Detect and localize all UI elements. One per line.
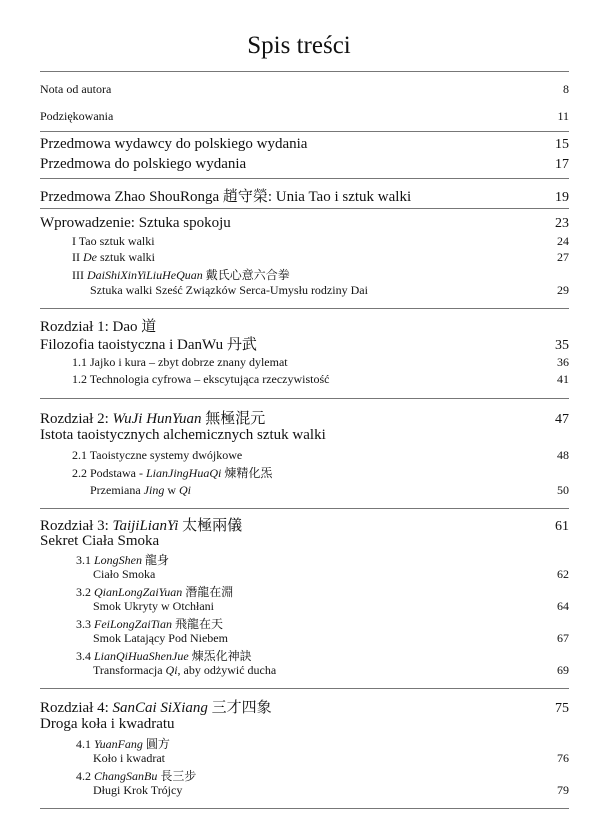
entry-label: 4.2 ChangSanBu 長三步 [76,769,197,783]
toc-chapter-1-subtitle[interactable] [40,333,569,354]
section-rule [40,398,569,399]
toc-chapter-3-subtitle[interactable] [40,533,569,550]
toc-entry-kolo-i-kwadrat[interactable] [93,751,569,766]
entry-label: III DaiShiXinYiLiuHeQuan 戴氏心意六合拳 [72,268,290,282]
section-rule [40,508,569,509]
toc-entry-smok-latajacy[interactable] [93,631,569,646]
entry-page: 29 [557,283,569,297]
entry-label: Istota taoistycznych alchemicznych sztuk walki [40,427,326,443]
page-title: Spis treści [247,32,351,59]
entry-label: Koło i kwadrat [93,751,165,765]
entry-label: 3.4 LianQiHuaShenJue 煉炁化神訣 [76,649,252,663]
entry-label: I Tao sztuk walki [72,234,155,248]
toc-entry-3-4[interactable] [76,647,569,664]
entry-label: Przedmowa do polskiego wydania [40,156,247,172]
entry-page: 19 [555,190,569,205]
toc-chapter-4-subtitle[interactable] [40,716,569,733]
entry-label: Przedmowa Zhao ShouRonga 趙守榮: Unia Tao i sztuk walki [40,189,412,205]
entry-label: 3.3 FeiLongZaiTian 飛龍在天 [76,617,224,631]
entry-page: 48 [557,448,569,462]
section-rule [40,131,569,132]
section-rule [40,178,569,179]
entry-label: Filozofia taoistyczna i DanWu 丹武 [40,337,257,353]
entry-page: 35 [555,338,569,353]
section-rule [40,688,569,689]
entry-label: Droga koła i kwadratu [40,716,175,732]
toc-entry-transformacja-qi[interactable] [93,663,569,678]
entry-label: Smok Ukryty w Otchłani [93,599,214,613]
entry-label: Smok Latający Pod Niebem [93,631,228,645]
entry-label: 3.1 LongShen 龍身 [76,553,170,567]
toc-entry-podziekowania[interactable] [40,109,569,124]
toc-entry-smok-ukryty[interactable] [93,599,569,614]
entry-label: 1.1 Jajko i kura – zbyt dobrze znany dylemat [72,355,288,369]
entry-label: Sekret Ciała Smoka [40,533,160,549]
entry-label: Ciało Smoka [93,567,156,581]
toc-entry-1-1[interactable] [72,355,569,370]
entry-page: 47 [555,412,569,427]
entry-page: 11 [557,109,569,123]
entry-page: 67 [557,631,569,645]
toc-entry-przedmowa-wydawcy[interactable] [40,136,569,153]
entry-page: 50 [557,483,569,497]
entry-label: Przemiana Jing w Qi [90,483,191,497]
toc-entry-przedmowa[interactable] [40,156,569,173]
entry-label: Rozdział 1: Dao 道 [40,319,157,335]
entry-label: II De sztuk walki [72,250,155,264]
toc-entry-nota[interactable] [40,82,569,97]
entry-page: 69 [557,663,569,677]
toc-entry-4-1[interactable] [76,735,569,752]
toc-entry-2-1[interactable] [72,448,569,463]
toc-entry-2-2[interactable] [72,464,569,481]
entry-label: Podziękowania [40,109,114,123]
entry-label: Przedmowa wydawcy do polskiego wydania [40,136,308,152]
entry-page: 79 [557,783,569,797]
entry-page: 36 [557,355,569,369]
section-rule [40,808,569,809]
entry-label: 1.2 Technologia cyfrowa – ekscytująca rzeczywistość [72,372,330,386]
entry-page: 23 [555,216,569,231]
entry-label: Rozdział 4: SanCai SiXiang 三才四象 [40,700,272,716]
entry-label: Nota od autora [40,82,112,96]
entry-page: 76 [557,751,569,765]
entry-page: 41 [557,372,569,386]
toc-entry-1-2[interactable] [72,372,569,387]
toc-entry-3-2[interactable] [76,583,569,600]
entry-page: 75 [555,701,569,716]
toc-entry-de-sztuk-walki[interactable] [72,250,569,265]
entry-label: 3.2 QianLongZaiYuan 潛龍在淵 [76,585,234,599]
section-rule [40,308,569,309]
entry-label: 4.1 YuanFang 圓方 [76,737,170,751]
entry-page: 17 [555,157,569,172]
toc-entry-przedmowa-zhao[interactable] [40,185,569,206]
entry-label: Sztuka walki Sześć Związków Serca-Umysłu rodziny Dai [90,283,368,297]
toc-entry-dlugi-krok[interactable] [93,783,569,798]
entry-label: Wprowadzenie: Sztuka spokoju [40,215,231,231]
toc-entry-tao-sztuk-walki[interactable] [72,234,569,249]
entry-page: 61 [555,519,569,534]
toc-chapter-2-heading[interactable] [40,407,569,428]
entry-page: 64 [557,599,569,613]
toc-entry-wprowadzenie[interactable] [40,215,569,232]
toc-entry-przemiana-jing[interactable] [90,483,569,498]
toc-entry-4-2[interactable] [76,767,569,784]
toc-entry-cialo-smoka[interactable] [93,567,569,582]
toc-chapter-4-heading[interactable] [40,696,569,717]
entry-label: Rozdział 2: WuJi HunYuan 無極混元 [40,411,266,427]
toc-entry-3-3[interactable] [76,615,569,632]
entry-page: 62 [557,567,569,581]
toc-chapter-2-subtitle[interactable] [40,427,569,444]
toc-entry-sztuka-walki-dai[interactable] [90,283,569,298]
entry-page: 15 [555,137,569,152]
entry-label: 2.1 Taoistyczne systemy dwójkowe [72,448,243,462]
toc-chapter-3-heading[interactable] [40,514,569,535]
title-rule [40,71,569,72]
entry-label: Transformacja Qi, aby odżywić ducha [93,663,277,677]
toc-entry-3-1[interactable] [76,551,569,568]
entry-page: 24 [557,234,569,248]
entry-label: Długi Krok Trójcy [93,783,183,797]
entry-page: 27 [557,250,569,264]
toc-entry-daishixinyi[interactable] [72,266,569,283]
entry-label: 2.2 Podstawa - LianJingHuaQi 煉精化炁 [72,466,273,480]
entry-page: 8 [563,82,569,96]
section-rule [40,208,569,209]
entry-label: Rozdział 3: TaijiLianYi 太極兩儀 [40,518,243,534]
